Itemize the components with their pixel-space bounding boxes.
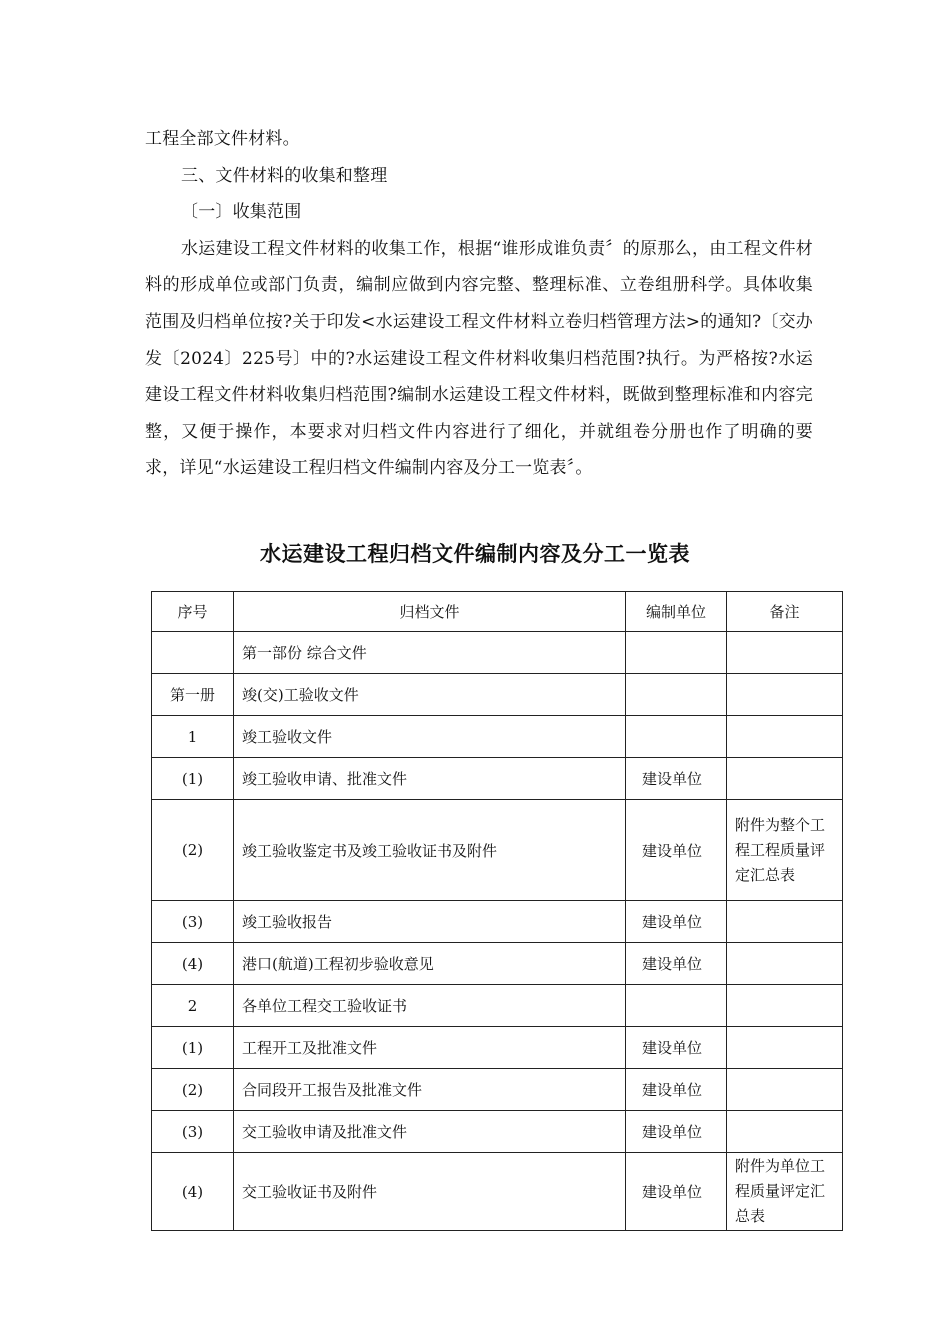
table-row <box>152 1027 843 1069</box>
cell-note <box>727 632 843 674</box>
cell-file: 港口(航道)工程初步验收意见 <box>234 943 626 985</box>
table-title: 水运建设工程归档文件编制内容及分工一览表 <box>260 542 690 566</box>
cell-note <box>727 1027 843 1069</box>
table-row <box>152 1069 843 1111</box>
table-row <box>152 716 843 758</box>
cell-unit <box>626 985 727 1027</box>
table-row <box>152 943 843 985</box>
cell-seq <box>152 632 234 674</box>
cell-unit: 建设单位 <box>626 1027 727 1069</box>
cell-seq: (3) <box>152 901 234 943</box>
cell-unit: 建设单位 <box>626 943 727 985</box>
paragraph-collection-scope: 水运建设工程文件材料的收集工作，根据“谁形成谁负责〞的原那么，由工程文件材料的形成单位或部门负责，编制应做到内容完整、整理标准、立卷组册科学。具体收集范围及归档单位按?关于印发<水运建设工程文件材料立卷归档管理方法>的通知?〔交办发〔2024〕225号〕中的?水运建设工程文件材料收集归档范围?执行。为严格按?水运建设工程文件材料收集归档范围?编制水运建设工程文件材料，既做到整理标准和内容完整，又便于操作，本要求对归档文件内容进行了细化，并就组卷分册也作了明确的要求，详见“水运建设工程归档文件编制内容及分工一览表〞。 <box>145 238 813 479</box>
cell-file: 合同段开工报告及批准文件 <box>234 1069 626 1111</box>
cell-seq: (1) <box>152 758 234 800</box>
cell-unit <box>626 674 727 716</box>
cell-note: 附件为整个工程工程质量评定汇总表 <box>727 800 843 901</box>
cell-file: 交工验收申请及批准文件 <box>234 1111 626 1153</box>
cell-unit <box>626 716 727 758</box>
header-file: 归档文件 <box>234 592 626 632</box>
cell-note <box>727 901 843 943</box>
table-row <box>152 901 843 943</box>
cell-seq: 1 <box>152 716 234 758</box>
table-row <box>152 1111 843 1153</box>
section-heading: 三、文件材料的收集和整理 <box>181 165 388 186</box>
cell-seq: (4) <box>152 943 234 985</box>
cell-seq: (2) <box>152 800 234 901</box>
cell-seq: (1) <box>152 1027 234 1069</box>
table-row <box>152 1153 843 1231</box>
header-unit: 编制单位 <box>626 592 727 632</box>
body-text <box>145 121 813 487</box>
cell-note <box>727 758 843 800</box>
cell-unit: 建设单位 <box>626 901 727 943</box>
table-row <box>152 632 843 674</box>
paragraph-continuation: 工程全部文件材料。 <box>145 129 300 149</box>
subsection-heading: 〔一〕收集范围 <box>181 202 302 223</box>
table-row <box>152 800 843 901</box>
table-header-row <box>152 592 843 632</box>
header-seq: 序号 <box>152 592 234 632</box>
cell-file: 竣工验收报告 <box>234 901 626 943</box>
cell-note <box>727 1111 843 1153</box>
cell-seq: 2 <box>152 985 234 1027</box>
cell-unit: 建设单位 <box>626 800 727 901</box>
cell-file: 竣工验收申请、批准文件 <box>234 758 626 800</box>
cell-note <box>727 1069 843 1111</box>
cell-file: 工程开工及批准文件 <box>234 1027 626 1069</box>
cell-unit: 建设单位 <box>626 758 727 800</box>
cell-note: 附件为单位工程质量评定汇总表 <box>727 1153 843 1231</box>
cell-seq: (3) <box>152 1111 234 1153</box>
cell-seq: 第一册 <box>152 674 234 716</box>
cell-file: 交工验收证书及附件 <box>234 1153 626 1231</box>
cell-file: 竣工验收文件 <box>234 716 626 758</box>
cell-note <box>727 943 843 985</box>
cell-note <box>727 985 843 1027</box>
cell-file: 各单位工程交工验收证书 <box>234 985 626 1027</box>
cell-unit: 建设单位 <box>626 1153 727 1231</box>
cell-note <box>727 674 843 716</box>
table-row <box>152 758 843 800</box>
header-note: 备注 <box>727 592 843 632</box>
cell-file: 第一部份 综合文件 <box>234 632 626 674</box>
cell-note <box>727 716 843 758</box>
cell-seq: (2) <box>152 1069 234 1111</box>
cell-file: 竣(交)工验收文件 <box>234 674 626 716</box>
cell-unit: 建设单位 <box>626 1069 727 1111</box>
cell-file: 竣工验收鉴定书及竣工验收证书及附件 <box>234 800 626 901</box>
table-row <box>152 985 843 1027</box>
cell-unit <box>626 632 727 674</box>
cell-unit: 建设单位 <box>626 1111 727 1153</box>
archive-file-table <box>151 591 843 1231</box>
table-row <box>152 674 843 716</box>
cell-seq: (4) <box>152 1153 234 1231</box>
